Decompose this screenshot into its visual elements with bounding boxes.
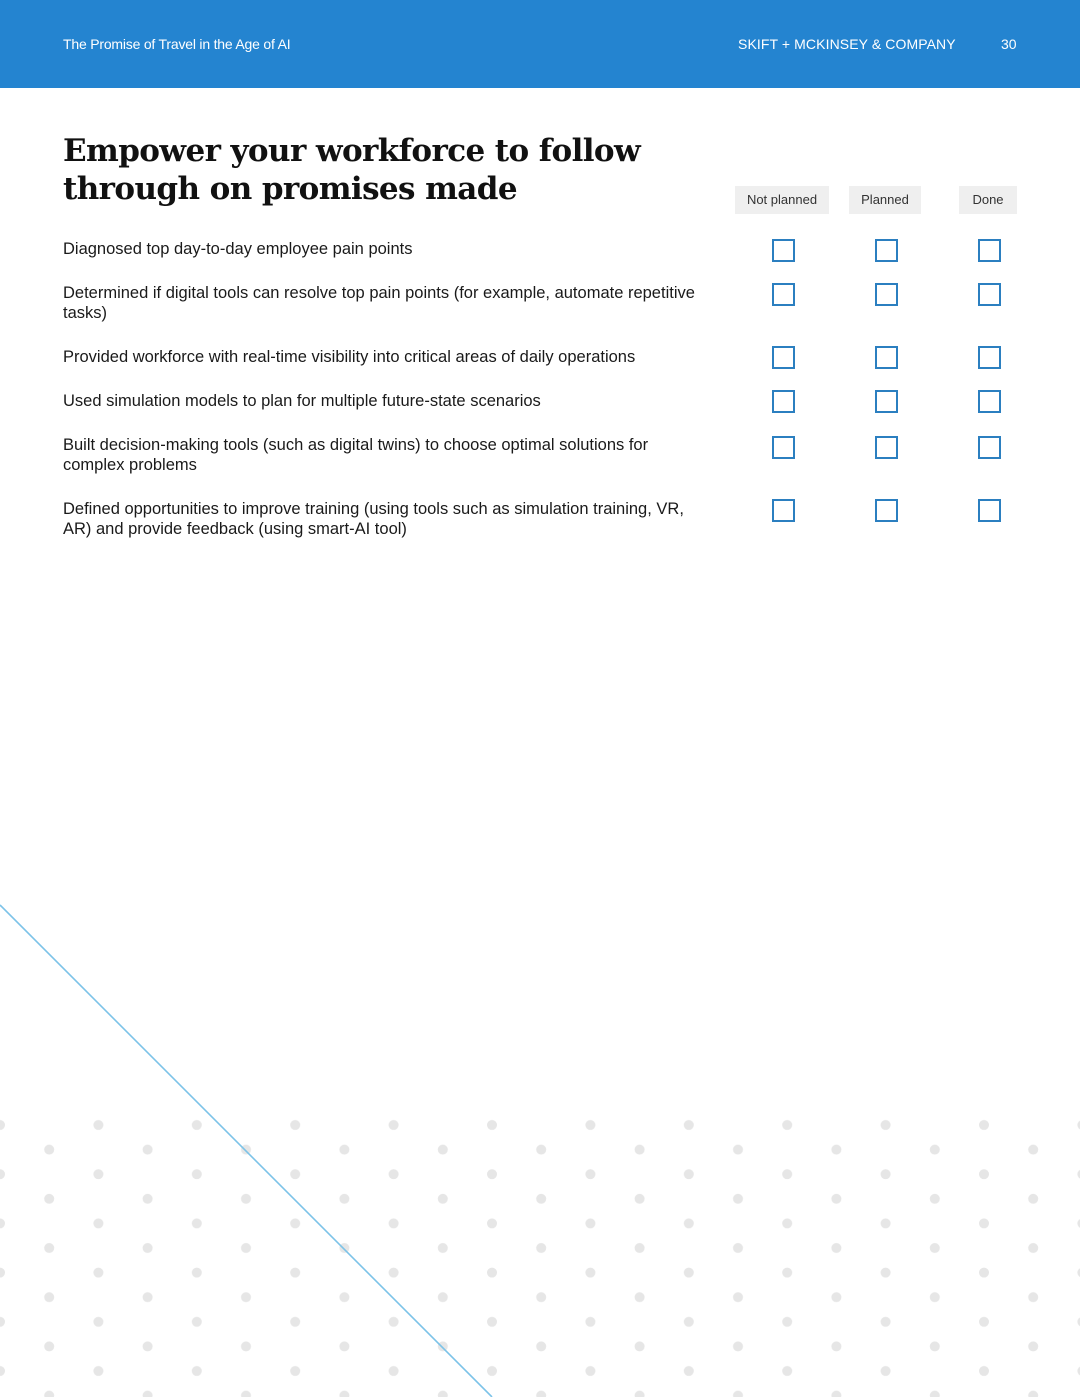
publisher-label: SKIFT + MCKINSEY & COMPANY (738, 36, 956, 52)
checklist-item: Built decision-making tools (such as digital twins) to choose optimal solutions for complex problems (63, 436, 649, 474)
checklist-item: Diagnosed top day-to-day employee pain points (63, 240, 413, 258)
dot-pattern (0, 1112, 1080, 1397)
column-header-planned: Planned (849, 186, 921, 214)
column-header-not-planned: Not planned (735, 186, 829, 214)
column-header-done: Done (959, 186, 1017, 214)
checklist-item: Determined if digital tools can resolve top pain points (for example, automate repetitive tasks) (63, 284, 695, 322)
page-title: Empower your workforce to follow through on promises made (63, 133, 641, 207)
checklist-item: Provided workforce with real-time visibility into critical areas of daily operations (63, 348, 636, 366)
page-number: 30 (1001, 36, 1017, 52)
checklist-item: Defined opportunities to improve training (using tools such as simulation training, VR, AR) and provide feedback (using smart-AI tool) (63, 500, 684, 538)
checklist-item: Used simulation models to plan for multiple future-state scenarios (63, 392, 541, 410)
document-title: The Promise of Travel in the Age of AI (63, 36, 291, 52)
